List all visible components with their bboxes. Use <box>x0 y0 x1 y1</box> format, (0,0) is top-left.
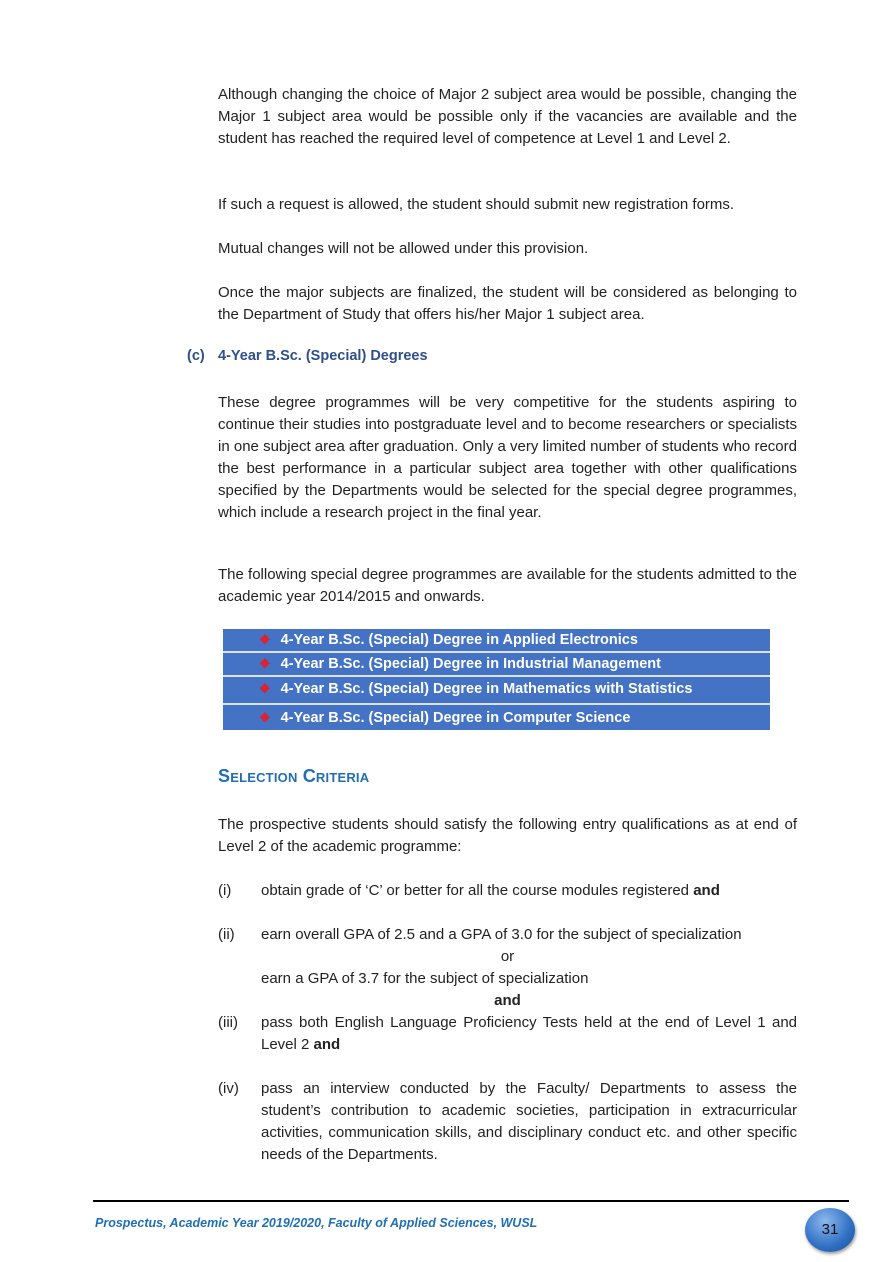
programme-label: 4-Year B.Sc. (Special) Degree in Mathematics with Statistics <box>280 681 693 697</box>
connector-or: or <box>500 948 515 965</box>
criterion-iv <box>218 1078 797 1166</box>
criterion-text: earn overall GPA of 2.5 and a GPA of 3.0 for the subject of specialization <box>261 926 742 943</box>
criterion-label: (i) <box>218 882 232 899</box>
paragraph-major-change: Although changing the choice of Major 2 subject area would be possible, changing the Major 1 subject area would be possible only if the vacancies are available and the student has reached the required level of competence at Level 1 and Level 2. <box>218 86 797 147</box>
criterion-iii <box>218 1012 797 1056</box>
page-number-badge: 31 <box>805 1208 855 1252</box>
footer-text: Prospectus, Academic Year 2019/2020, Faculty of Applied Sciences, WUSL <box>95 1216 538 1230</box>
criterion-alt-text: earn a GPA of 3.7 for the subject of specialization <box>261 970 589 987</box>
programmes-table <box>223 629 770 730</box>
connector-and: and <box>693 882 720 899</box>
diamond-bullet-icon: ❖ <box>259 710 271 725</box>
criterion-ii <box>218 924 797 946</box>
connector-and: and <box>313 1036 341 1053</box>
section-title: 4-Year B.Sc. (Special) Degrees <box>218 348 428 364</box>
criterion-label: (iii) <box>218 1014 238 1031</box>
section-heading-special-degrees <box>187 348 428 364</box>
connector-and: and <box>494 992 521 1009</box>
paragraph-programmes-description: These degree programmes will be very competitive for the students aspiring to continue their studies into postgraduate level and to become researchers or specialists in one subject area after graduation. Only a very limited number of students who record the best performance in a particular subject area together with other qualifications specified by the Departments would be selected for the special degree programmes, which include a research project in the final year. <box>218 394 797 521</box>
selection-criteria-heading: Selection Criteria <box>218 766 370 786</box>
section-number: (c) <box>187 348 205 364</box>
criterion-ii-alt <box>218 968 797 990</box>
programme-row <box>223 629 770 653</box>
criterion-label: (iv) <box>218 1080 239 1097</box>
criterion-text: pass both English Language Proficiency Tests held at the end of Level 1 and Level 2 <box>261 1014 797 1053</box>
criterion-label: (ii) <box>218 926 235 943</box>
diamond-bullet-icon: ❖ <box>259 681 271 696</box>
programme-label: 4-Year B.Sc. (Special) Degree in Computer Science <box>280 710 631 726</box>
programme-row <box>223 705 770 730</box>
programme-row <box>223 677 770 705</box>
paragraph-mutual-changes: Mutual changes will not be allowed under this provision. <box>218 240 589 257</box>
criterion-text: obtain grade of ‘C’ or better for all the course modules registered <box>261 882 690 899</box>
paragraph-finalized: Once the major subjects are finalized, the student will be considered as belonging to the Department of Study that offers his/her Major 1 subject area. <box>218 284 797 323</box>
diamond-bullet-icon: ❖ <box>259 632 271 647</box>
paragraph-programmes-available: The following special degree programmes are available for the students admitted to the academic year 2014/2015 and onwards. <box>218 566 797 605</box>
paragraph-registration-forms: If such a request is allowed, the student should submit new registration forms. <box>218 196 735 213</box>
programme-label: 4-Year B.Sc. (Special) Degree in Industrial Management <box>280 656 661 672</box>
selection-intro: The prospective students should satisfy the following entry qualifications as at end of Level 2 of the academic programme: <box>218 816 797 855</box>
programme-row <box>223 653 770 677</box>
footer-divider <box>93 1200 849 1202</box>
criterion-text: pass an interview conducted by the Faculty/ Departments to assess the student’s contribution to academic societies, participation in extracurricular activities, communication skills, and disciplinary conduct etc. and other specific needs of the Departments. <box>261 1080 797 1163</box>
programme-label: 4-Year B.Sc. (Special) Degree in Applied Electronics <box>280 632 638 648</box>
criterion-i <box>218 880 797 902</box>
diamond-bullet-icon: ❖ <box>259 656 271 671</box>
